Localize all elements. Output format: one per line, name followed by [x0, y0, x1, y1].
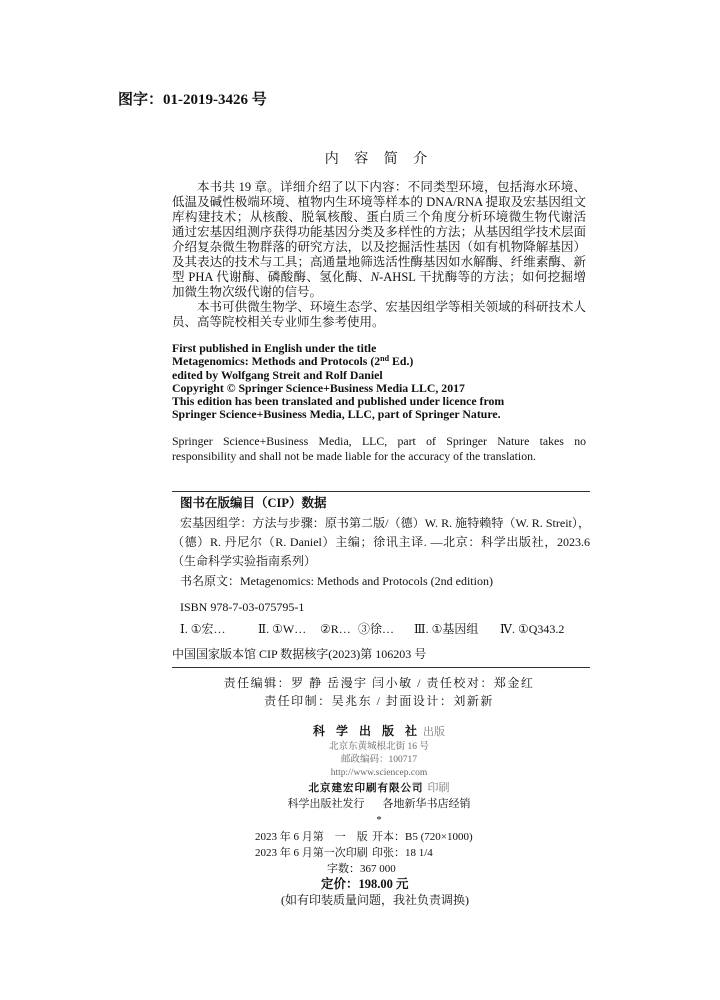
text-line: Springer Science+Business Media, LLC, part of Springer Nature takes no: [172, 434, 586, 448]
printer-name: 北京建宏印刷有限公司: [308, 783, 424, 794]
retailer: 各地新华书店经销: [382, 798, 471, 810]
summary-paragraph-2: [172, 300, 586, 330]
first-printing-date: 2023 年 6 月第一次印刷: [255, 847, 368, 859]
cip-number: 中国国家版本馆 CIP 数据核字(2023)第 106203 号: [172, 647, 427, 661]
text-line: First published in English under the title: [172, 341, 377, 355]
publisher-action: 出版: [423, 726, 445, 738]
cip-record-line: （生命科学实验指南系列）: [172, 554, 317, 568]
distribution-line: [172, 797, 586, 811]
production-credits: 责任印制：吴兆东 / 封面设计：刘新新: [264, 694, 494, 708]
cip-record-line: （德）R. 丹尼尔（R. Daniel）主编；徐讯主译. —北京：科学出版社，2023.6: [172, 535, 590, 549]
word-count: 字数：367 000: [327, 863, 396, 875]
text-line: responsibility and shall not be made liable for the accuracy of the translation.: [172, 449, 536, 463]
publisher-line: [172, 723, 586, 740]
classification-item: Ⅲ. ①基因组: [414, 622, 479, 636]
original-edition-notice: [172, 342, 592, 422]
text-line: 库构建技术；从核酸、脱氧核酸、蛋白质三个角度分析环境微生物代谢活: [172, 210, 586, 224]
text-line: Copyright © Springer Science+Business Media LLC, 2017: [172, 380, 465, 395]
text-line: 低温及碱性极端环境、植物内生环境等样本的 DNA/RNA 提取及宏基因组文: [172, 195, 586, 209]
text-run: 型 PHA 代谢酶、磷酸酶、氢化酶、: [172, 270, 371, 284]
classification-item: Ⅱ. ①W…: [258, 622, 307, 636]
text-line: 及其表达的技术与工具；高通量地筛选活性酶基因如水解酶、纤维素酶、新: [172, 255, 586, 269]
text-line: 本书可供微生物学、环境生态学、宏基因组学等相关领域的科研技术人: [197, 300, 586, 314]
text-run: Ed.): [389, 354, 414, 369]
cip-isbn: ISBN 978-7-03-075795-1: [180, 600, 305, 614]
editorial-credits: 责任编辑：罗 静 岳漫宇 闫小敏 / 责任校对：郑金红: [223, 676, 535, 690]
text-run: -AHSL 干扰酶等的方法；如何挖掘增: [379, 270, 586, 284]
summary-body: [172, 180, 586, 330]
separator-star: *: [376, 814, 382, 826]
text-line: 介绍复杂微生物群落的研究方法，以及挖掘活性基因（如有机物降解基因）: [172, 240, 586, 254]
text-line: Springer Science+Business Media, LLC, part of Springer Nature.: [172, 407, 501, 422]
printer-action: 印刷: [427, 782, 450, 794]
text-line: 员、高等院校相关专业师生参考使用。: [172, 315, 385, 329]
text-line: [172, 270, 586, 285]
text-line: 本书共 19 章。详细介绍了以下内容：不同类型环境，包括海水环境、: [197, 180, 586, 194]
publisher-postcode: 邮政编码：100717: [340, 755, 417, 765]
cip-bottom-rule: [172, 667, 590, 668]
classification-item: ③徐…: [358, 622, 395, 636]
copyright-permit-number: 图字：01-2019-3426 号: [118, 92, 267, 108]
translation-disclaimer: [172, 434, 586, 464]
cip-record-line: 宏基因组学：方法与步骤：原书第二版/（德）W. R. 施特赖特（W. R. Streit），: [180, 516, 590, 530]
first-edition-date: 2023 年 6 月第 一 版: [255, 831, 368, 843]
classification-item: ②R…: [320, 622, 351, 636]
superscript-text: nd: [380, 354, 390, 364]
printer-line: [172, 780, 586, 796]
printed-sheets: 印张：18 1/4: [372, 847, 433, 859]
summary-title: 内 容 简 介: [324, 152, 434, 167]
italic-text-run: N: [370, 270, 380, 284]
cip-original-title: 书名原文：Metagenomics: Methods and Protocols (2nd edition): [180, 574, 493, 588]
text-line: [172, 355, 592, 368]
text-line: edited by Wolfgang Streit and Rolf Daniel: [172, 367, 383, 382]
publisher-website: http://www.sciencep.com: [330, 768, 428, 778]
quality-note: (如有印装质量问题，我社负责调换): [281, 893, 469, 907]
publisher-address: 北京东黄城根北街 16 号: [329, 742, 429, 752]
book-format: 开本：B5 (720×1000): [372, 831, 473, 843]
price: 定价：198.00 元: [321, 877, 409, 891]
text-line: 通过宏基因组测序获得功能基因分类及多样性的方法；从基因组学技术层面: [172, 225, 586, 239]
classification-item: Ⅳ. ①Q343.2: [500, 622, 565, 636]
text-line: 加微生物次级代谢的信号。: [172, 285, 323, 299]
classification-item: Ⅰ. ①宏…: [180, 622, 226, 636]
distributor: 科学出版社发行: [287, 798, 365, 810]
cip-top-rule: [172, 491, 590, 492]
text-run: Metagenomics: Methods and Protocols (2: [172, 354, 381, 369]
cip-classification: [180, 620, 580, 638]
cip-heading: 图书在版编目（CIP）数据: [180, 496, 327, 510]
text-line: This edition has been translated and published under licence from: [172, 394, 505, 409]
summary-paragraph-1: [172, 180, 586, 300]
publisher-name: 科 学 出 版 社: [312, 724, 421, 738]
